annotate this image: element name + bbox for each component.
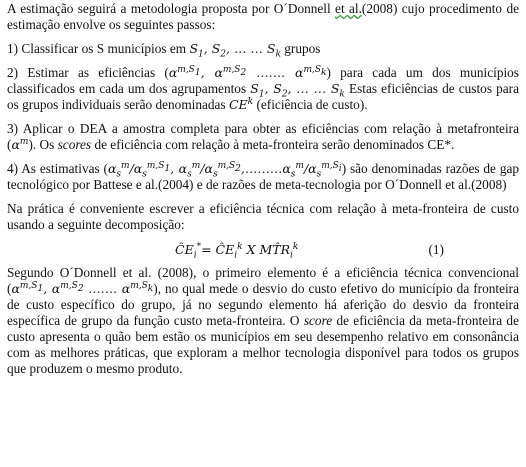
step-2-text-b: ) para cada um dos municípios classificados em cada um dos agrupamentos	[7, 65, 519, 96]
step-2-efficiency-math: $\alpha^{m,S_1}$, $\alpha^{m,S_2}$ ……. $\alpha^{m,S_k}$	[168, 64, 327, 80]
spellcheck-highlight: et al.	[335, 1, 362, 16]
step-4-text-a: 4) As estimativas (	[7, 161, 108, 176]
final-emphasis: score	[303, 313, 333, 328]
step-1-paragraph	[7, 41, 519, 60]
step-2-ce-math: $CE^k$	[228, 96, 254, 112]
step-3-emphasis: scores	[57, 137, 92, 152]
intro-text-start: A estimação seguirá a metodologia proposta por O´Donnell	[7, 1, 331, 16]
step-1-groups-math: $S_1$, $S_2$, … … $S_k$	[189, 41, 281, 60]
step-3-alpha-math: $\alpha^m$	[11, 136, 29, 152]
intro-paragraph	[7, 1, 519, 33]
decomposition-formula: $ĈE_i^*=$ $ĈE_i^k$ X $MT̂R_i^k$	[175, 241, 299, 261]
step-2-text-a: 2) Estimar as eficiências (	[7, 65, 169, 80]
step-3-paragraph	[7, 121, 519, 153]
final-text-a: Segundo O´Donnell et al. (2008), o primeiro elemento é a eficiência técnica convencional (	[7, 265, 519, 296]
step-3-text-c: de eficiência com relação à meta-fronteira serão denominados CE*.	[94, 137, 455, 152]
pratica-paragraph: Na prática é conveniente escrever a eficiência técnica com relação à meta-fronteira de custo usando a seguinte decomposição:	[7, 201, 519, 232]
final-text-c: de eficiência da meta-fronteira de custo apresenta o quão bem estão os municípios em seu desempenho relativo em consonância com as melhores práticas, que exploram a melhor tecnologia disponível para todos os grupos que produzem o mesmo produto.	[7, 313, 519, 376]
final-paragraph	[7, 265, 519, 377]
step-2-groups-math: $S_1$, $S_2$, … … $S_k$	[250, 81, 345, 100]
step-1-tail: grupos	[284, 41, 321, 56]
final-efficiency-math: $\alpha^{m,S_1}$, $\alpha^{m,S_2}$ ……. $\alpha^{m,S_k}$	[11, 280, 154, 296]
step-4-paragraph	[7, 161, 519, 193]
intro-text-end: (2008) cujo procedimento de estimação envolve os seguintes passos:	[7, 1, 519, 32]
step-2-text-c: Estas eficiências de custos para os grupos individuais serão denominadas	[7, 81, 519, 112]
step-2-paragraph	[7, 65, 519, 113]
step-4-text-b: ) são denominadas razões de gap tecnológico por Battese e al.(2004) e de razões de meta-tecnologia por O´Donnell et al.(2008)	[7, 161, 520, 192]
final-text-b: ), no qual mede o desvio do custo efetivo do município da fronteira de custo específico do grupo, já no segundo elemento há aferição do desvio da fronteira específica de grupo da função custo meta-fronteira. O	[7, 281, 519, 328]
step-3-text-a: 3) Aplicar o DEA a amostra completa para obter as eficiências com relação à metafronteira (	[7, 121, 519, 152]
step-2-text-d: (eficiência de custo).	[256, 97, 368, 112]
step-1-text: 1) Classificar os S municípios em	[7, 41, 187, 56]
step-4-ratio-math: $\alpha_s^m/\alpha_s^{m,S_1}$, $\alpha_s^m/\alpha_s^{m,S_2},\dots\dots\dots\alpha_s^m/\alpha_s^{m,S_i}$	[107, 160, 342, 180]
equation-block	[7, 239, 519, 265]
equation-number: (1)	[428, 242, 444, 257]
step-3-text-b: ). Os	[28, 137, 55, 152]
